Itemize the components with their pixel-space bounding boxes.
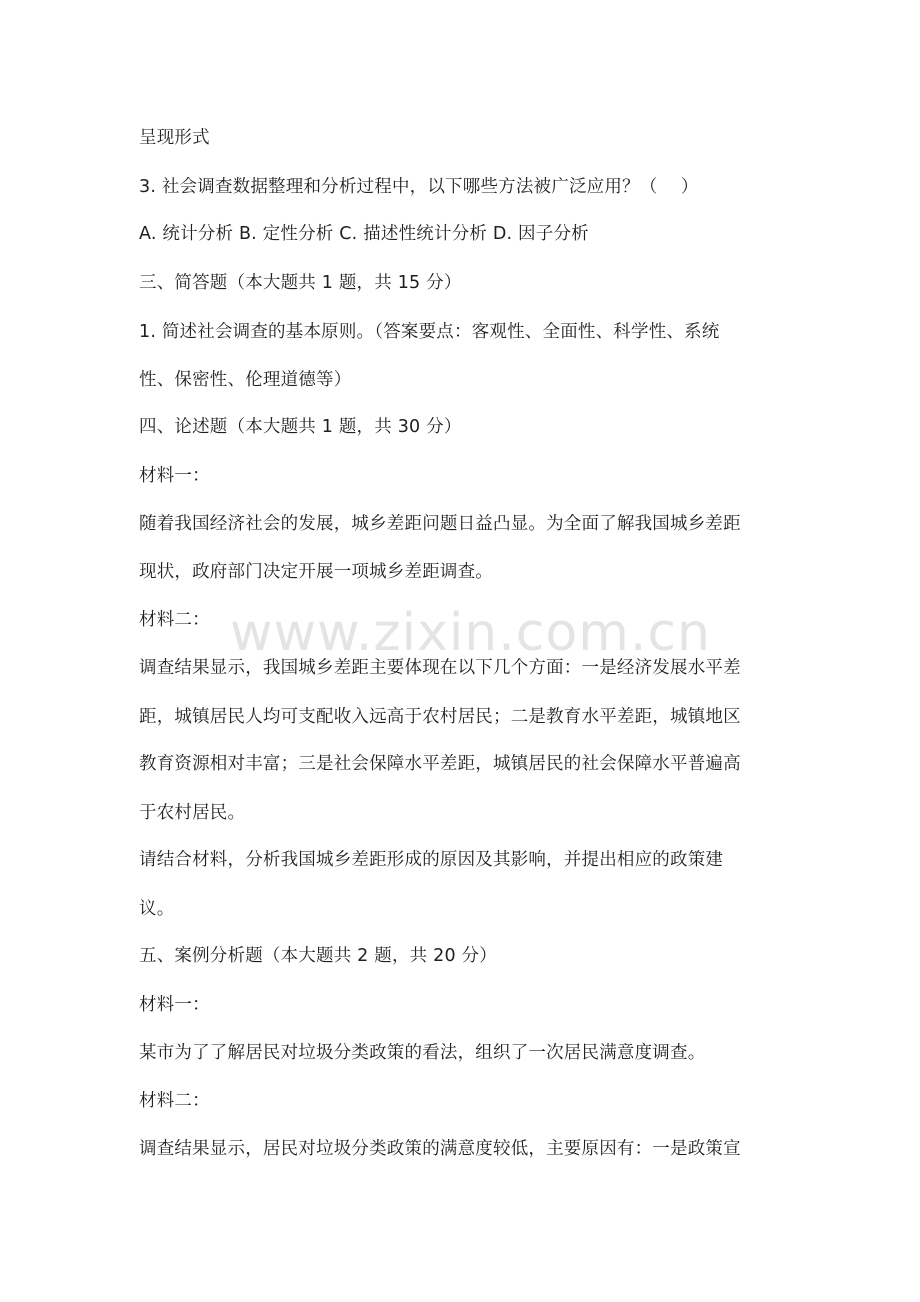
text-line: 请结合材料，分析我国城乡差距形成的原因及其影响，并提出相应的政策建 (139, 850, 724, 870)
text-line: 于农村居民。 (139, 803, 246, 823)
section-heading-short-answer: 三、简答题（本大题共 1 题，共 15 分） (139, 273, 462, 293)
text-line: 议。 (139, 899, 175, 919)
text-line: 性、保密性、伦理道德等） (139, 370, 352, 390)
text-line: 教育资源相对丰富；三是社会保障水平差距，城镇居民的社会保障水平普遍高 (139, 754, 741, 774)
material-label: 材料一： (139, 995, 210, 1015)
section-heading-case-analysis: 五、案例分析题（本大题共 2 题，共 20 分） (139, 946, 497, 966)
text-line: 某市为了了解居民对垃圾分类政策的看法，组织了一次居民满意度调查。 (139, 1043, 706, 1063)
text-line: 随着我国经济社会的发展，城乡差距问题日益凸显。为全面了解我国城乡差距 (139, 514, 741, 534)
text-line: 呈现形式 (139, 128, 210, 148)
watermark: www.zixin.com.cn (230, 603, 711, 663)
text-line: 距，城镇居民人均可支配收入远高于农村居民；二是教育水平差距，城镇地区 (139, 707, 741, 727)
text-line: 现状，政府部门决定开展一项城乡差距调查。 (139, 562, 493, 582)
question-1: 1. 简述社会调查的基本原则。（答案要点：客观性、全面性、科学性、系统 (139, 322, 720, 342)
question-3-options: A. 统计分析 B. 定性分析 C. 描述性统计分析 D. 因子分析 (139, 224, 589, 244)
question-3: 3. 社会调查数据整理和分析过程中，以下哪些方法被广泛应用？（ ） (139, 177, 699, 197)
text-line: 调查结果显示，居民对垃圾分类政策的满意度较低，主要原因有：一是政策宣 (139, 1139, 741, 1159)
material-label: 材料一： (139, 466, 210, 486)
section-heading-essay: 四、论述题（本大题共 1 题，共 30 分） (139, 417, 462, 437)
material-label: 材料二： (139, 610, 210, 630)
material-label: 材料二： (139, 1091, 210, 1111)
text-line: 调查结果显示，我国城乡差距主要体现在以下几个方面：一是经济发展水平差 (139, 658, 741, 678)
